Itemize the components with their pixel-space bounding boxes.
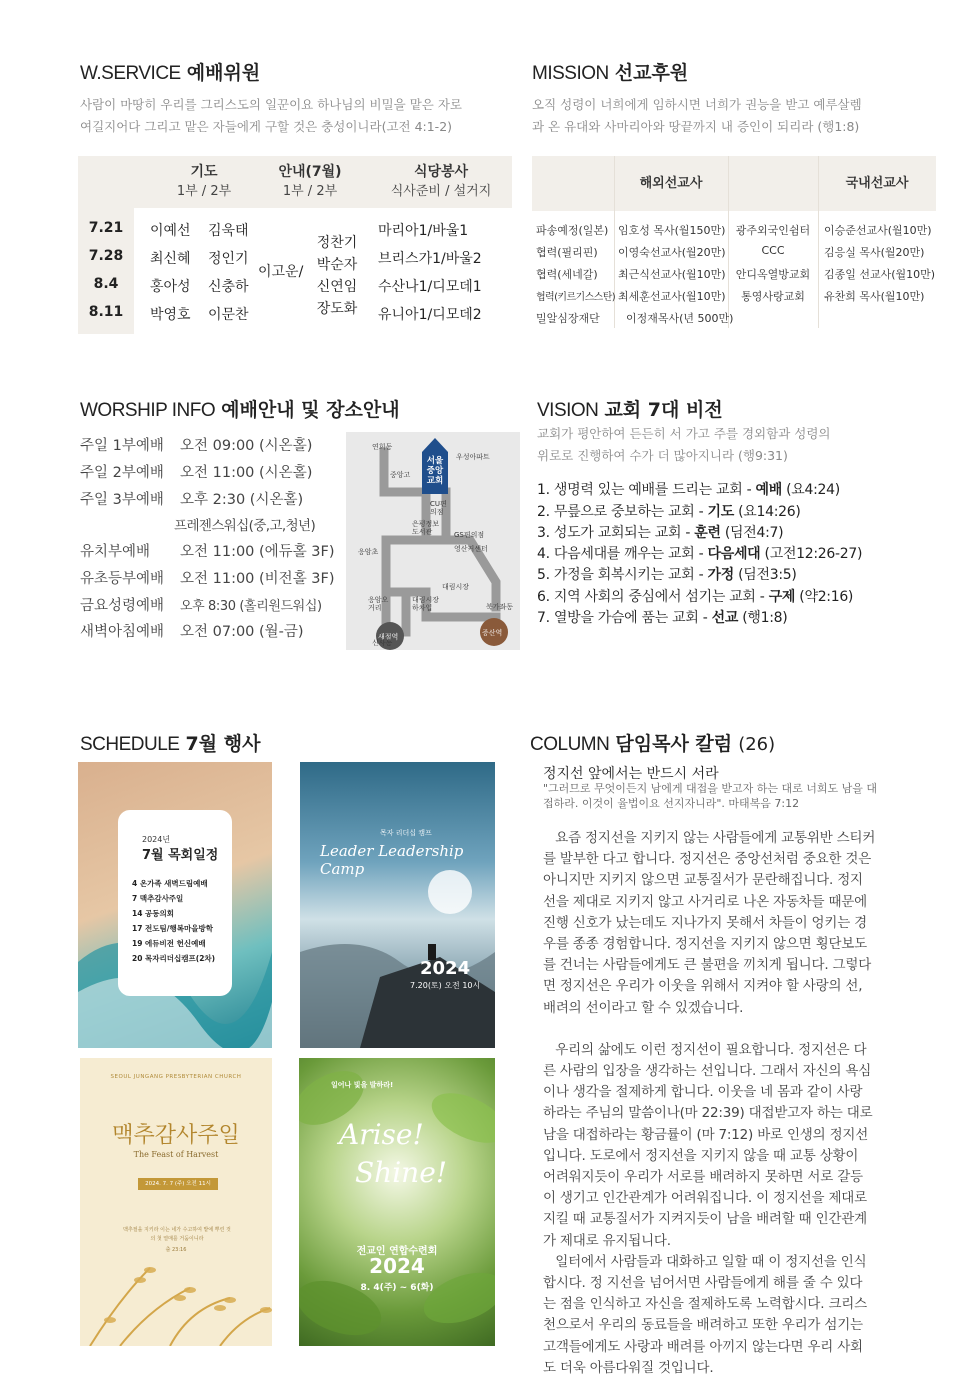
mission-quote-line: 과 온 유대와 사마리아와 땅끝까지 내 증인이 되리라 (행1:8)	[532, 119, 860, 134]
map-label: 북가좌동	[486, 603, 514, 611]
worship-row: 금요성령예배 오후 8:30 (홀리원드워십)	[80, 598, 322, 614]
schedule-card: 2024년 7월 목회일정 4 온가족 새벽드림예배 7 맥추감사주일 14 공동의회 17 전도팀/행복마을방학 19 에듀비전 헌신예배 20 목자리더십캠프(2차)	[118, 810, 232, 996]
poster-arise-shine[interactable]: 일어나 빛을 발하라! Arise! Shine! 전교인 연합수련회 2024 8. 4(주) ~ 6(화)	[299, 1058, 495, 1346]
map-label: 대림시장하차입	[412, 596, 440, 612]
column-line: 우리의 삶에도 이런 정지선이 필요합니다. 정지선은 다	[543, 1041, 867, 1058]
column-line: 진행 신호가 났는데도 지나가지 못해서 차들이 엉키는 경	[543, 914, 867, 931]
map-label: 응암오거리	[368, 596, 389, 612]
vision-title-ko: 교회 7대 비전	[604, 399, 723, 421]
map-label: 새절역	[378, 633, 399, 641]
column-line: 가 제대로 유지됩니다.	[543, 1232, 671, 1249]
prayer1-cell: 홍아성	[150, 279, 191, 295]
service-quote	[80, 94, 462, 138]
column-line: 른 사람의 입장을 생각하는 선입니다. 그래서 자신의 욕심	[543, 1063, 872, 1080]
prayer1-cell: 이예선	[150, 223, 191, 239]
map-label: 응암초	[358, 548, 379, 556]
prayer2-cell: 신충하	[208, 279, 249, 295]
map-label: 은평정보도서관	[412, 520, 440, 536]
kitchen-cell: 수산나1/디모데1	[378, 279, 482, 295]
mission-title	[532, 58, 688, 85]
vision-item: 7. 열방을 가슴에 품는 교회 - 선교 (행1:8)	[537, 610, 788, 626]
prayer1-cell: 최신혜	[150, 251, 191, 267]
guide1-cell: 이고운/	[258, 264, 304, 280]
header-guide: 안내(7월) 1부 / 2부	[278, 164, 342, 199]
column-line: 도 더욱 아름다워질 것입니다.	[543, 1359, 714, 1376]
column-line: 합시다. 정 지선을 넘어서면 사람들에게 해를 줄 수 있다	[543, 1275, 863, 1292]
vision-item: 3. 성도가 교회되는 교회 - 훈련 (딤전4:7)	[537, 525, 784, 541]
service-title-en: W.SERVICE	[80, 63, 181, 84]
mission-table	[532, 156, 936, 328]
guide2-cell: 정찬기 박순자 신연임 장도화	[316, 235, 358, 317]
overseas-header: 해외선교사	[639, 176, 703, 191]
domestic-header: 국내선교사	[845, 176, 909, 191]
column-line: 를 발부한 다고 합니다. 정지선은 중앙선처럼 중요한 것은	[543, 851, 872, 868]
column-line: 면 정지선은 우리가 이웃을 위해서 지켜야 할 사랑의 선,	[543, 978, 863, 995]
column-line: 우를 종종 경험합니다. 정지선을 지키지 않으면 횡단보도	[543, 936, 867, 953]
mission-domestic-org: 안디옥열방교회	[735, 268, 811, 281]
worship-row: 주일 1부예배 오전 09:00 (시온홀)	[80, 438, 313, 454]
service-table	[78, 156, 512, 334]
worship-row: 주일 3부예배 오후 2:30 (시온홀)	[80, 492, 304, 508]
mission-domestic-person: 김종일 선교사(월10만)	[824, 268, 936, 281]
date-cell: 8.4	[93, 276, 119, 292]
vision-item: 6. 지역 사회의 중심에서 섬기는 교회 - 구제 (약2:16)	[537, 589, 854, 605]
column-line: 일터에서 사람들과 대화하고 일할 때 이 정지선을 인식	[543, 1253, 867, 1270]
column-line: 를 건너는 사람들에게도 큰 불편을 끼치게 됩니다. 그렇다	[543, 957, 872, 974]
map-label: 대림시장	[442, 583, 470, 591]
map-label: 증산역	[482, 629, 503, 637]
mission-person: 이영숙선교사(월20만)	[618, 246, 726, 259]
vision-title	[537, 395, 723, 422]
kitchen-cell: 브리스가1/바울2	[378, 251, 482, 267]
column-line: 선을 제대로 지키지 않고 사거리로 나온 자동차들 때문에	[543, 893, 867, 910]
prayer2-cell: 정인기	[208, 251, 249, 267]
mission-title-en: MISSION	[532, 63, 609, 84]
column-title-num: (26)	[738, 734, 776, 755]
column-line: 입니다. 도로에서 정지선을 지키지 않을 때 교통 상황이	[543, 1147, 859, 1164]
column-line: 아니지만 지키지 않으면 교통질서가 문란해집니다. 정지	[543, 872, 863, 889]
schedule-title	[80, 729, 260, 756]
church-map	[346, 432, 520, 650]
column-heading: 정지선 앞에서는 반드시 서라	[543, 766, 719, 782]
column-line: 지킬 때 교통질서가 지켜지듯이 남을 배려할 때 인간관계	[543, 1211, 867, 1228]
kitchen-cell: 마리아1/바울1	[378, 223, 469, 239]
column-body	[543, 828, 927, 1379]
column-line: 천으로서 우리의 동료들을 배려하고 또한 우리가 섬기는	[543, 1317, 863, 1334]
mission-region: 협력(키르기스스탄)	[536, 292, 616, 303]
kitchen-cell: 유니아1/디모데2	[378, 307, 482, 323]
prayer1-cell: 박영호	[150, 307, 191, 323]
worship-row: 프레젠스워십(중,고,청년)	[174, 518, 316, 534]
prayer2-cell: 김욱태	[208, 223, 249, 239]
column-line: 남을 대접하라는 황금률이 (마 7:12) 바로 인생의 정지선	[543, 1126, 869, 1143]
column-line: 어려워지듯이 우리가 서로를 배려하지 못하면 서로 갈등	[543, 1169, 863, 1186]
map-label: CU편의점	[430, 500, 447, 516]
column-line: 는 점을 인식하고 자신을 절제하도록 노력합시다. 크리스	[543, 1296, 867, 1313]
header-kitchen: 식당봉사 식사준비 / 설거지	[390, 164, 492, 199]
worship-title-en: WORSHIP INFO	[80, 400, 216, 421]
mission-domestic-org: 광주외국인쉼터	[735, 224, 811, 237]
schedule-title-en: SCHEDULE	[80, 734, 180, 755]
service-quote-line: 여길지어다 그리고 맡은 자들에게 구할 것은 충성이니라(고전 4:1-2)	[80, 119, 453, 134]
vision-quote: 교회가 평안하여 든든히 서 가고 주를 경외함과 성령의 위로로 진행하여 수가 더 많아지니라 (행9:31)	[537, 426, 831, 463]
column-paragraph-1	[543, 828, 927, 1019]
map-label: 연희동	[372, 443, 393, 451]
mission-region: 협력(세네갈)	[536, 268, 598, 281]
vision-item: 5. 가정을 회복시키는 교회 - 가정 (딤전3:5)	[537, 567, 797, 583]
prayer2-cell: 이문찬	[208, 307, 249, 323]
service-title-ko: 예배위원	[186, 62, 261, 84]
date-cell: 7.21	[88, 220, 124, 236]
worship-row: 유치부예배 오전 11:00 (에듀홀 3F)	[80, 544, 335, 560]
map-label: 영산커센터	[454, 545, 488, 553]
worship-row: 주일 2부예배 오전 11:00 (시온홀)	[80, 465, 313, 481]
service-title	[80, 58, 260, 85]
worship-row: 새벽아침예배 오전 07:00 (월-금)	[80, 624, 304, 640]
worship-title	[80, 395, 400, 422]
mission-region: 밀알심장재단	[536, 312, 600, 325]
vision-item: 2. 무릎으로 중보하는 교회 - 기도 (요14:26)	[537, 504, 801, 520]
poster-leadership-camp[interactable]: 목자 리더십 캠프 Leader Leadership Camp 2024 7.20(토) 오전 10시	[300, 762, 495, 1048]
poster-july-schedule[interactable]	[78, 762, 272, 1048]
mission-domestic-person: 이승준선교사(월10만)	[824, 224, 932, 237]
column-line: 이나 생각을 절제하게 합니다. 이웃을 네 몸과 같이 사랑	[543, 1084, 863, 1101]
map-label: GS편의점	[454, 531, 485, 539]
mission-person: 최세훈선교사(월10만)	[618, 290, 726, 303]
column-title-en: COLUMN	[530, 734, 610, 755]
mission-title-ko: 선교후원	[614, 62, 689, 84]
map-label: 우성아파트	[456, 453, 490, 461]
mission-person: 임호성 목사(월150만)	[618, 224, 726, 237]
schedule-title-ko: 7월 행사	[185, 733, 261, 755]
map-label: 중앙고	[390, 471, 411, 479]
column-title-ko: 담임목사 칼럼	[615, 733, 733, 755]
mission-quote-line: 오직 성령이 너희에게 임하시면 너희가 권능을 받고 예루살렘	[532, 97, 862, 112]
mission-domestic-org: CCC	[761, 244, 785, 257]
worship-title-ko: 예배안내 및 장소안내	[221, 399, 400, 421]
column-line: 고객들에게도 사랑과 배려를 아끼지 않는다면 우리 사회	[543, 1338, 863, 1355]
header-prayer: 기도 1부 / 2부	[176, 164, 232, 199]
poster-harvest[interactable]: SEOUL JUNGANG PRESBYTERIAN CHURCH 맥추감사주일 The Feast of Harvest 2024. 7. 7 (주) 오전 11시 맥추절을 지키라 이는 네가 수고하여 밭에 뿌린 것의 첫 열매를 거둠이니라 출 23:16	[80, 1058, 272, 1346]
vision-item: 1. 생명력 있는 예배를 드리는 교회 - 예배 (요4:24)	[537, 482, 840, 498]
date-cell: 7.28	[88, 248, 124, 264]
column-title	[530, 729, 775, 756]
vision-title-en: VISION	[537, 400, 599, 421]
date-cell: 8.11	[88, 304, 124, 320]
column-verse: "그러므로 무엇이든지 남에게 대접을 받고자 하는 대로 너희도 남을 대 접하라. 이것이 율법이요 선지자니라". 마태복음 7:12	[543, 782, 878, 810]
mission-domestic-person: 김응실 목사(월20만)	[824, 246, 925, 259]
map-label: 신사동	[372, 639, 393, 647]
mission-quote	[532, 94, 862, 138]
column-paragraph-3	[543, 1252, 927, 1379]
mission-person: 최근식선교사(월10만)	[618, 268, 726, 281]
service-quote-line: 사람이 마땅히 우리를 그리스도의 일꾼이요 하나님의 비밀을 맡은 자로	[80, 97, 462, 112]
mission-region: 협력(필리핀)	[536, 246, 598, 259]
column-paragraph-2	[543, 1040, 927, 1252]
worship-row: 유초등부예배 오전 11:00 (비전홀 3F)	[80, 571, 335, 587]
vision-item: 4. 다음세대를 깨우는 교회 - 다음세대 (고전12:26-27)	[537, 546, 863, 562]
column-line: 요즘 정지선을 지키지 않는 사람들에게 교통위반 스티커	[543, 830, 876, 846]
column-line: 배려의 선이라고 할 수 있겠습니다.	[543, 999, 744, 1016]
mission-region: 파송예정(일본)	[536, 224, 609, 237]
column-line: 하라는 주님의 말씀이나(마 22:39) 대접받고자 하는 대로	[543, 1105, 873, 1122]
mission-domestic-org: 통영사랑교회	[741, 290, 805, 303]
mission-domestic-person: 유찬희 목사(월10만)	[824, 290, 925, 303]
column-line: 이 생기고 인간관계가 어려워집니다. 이 정지선을 제대로	[543, 1190, 867, 1207]
mission-person: 이정재목사(년 500만)	[626, 312, 734, 325]
map-church-label: 서울중앙교회	[426, 456, 444, 486]
